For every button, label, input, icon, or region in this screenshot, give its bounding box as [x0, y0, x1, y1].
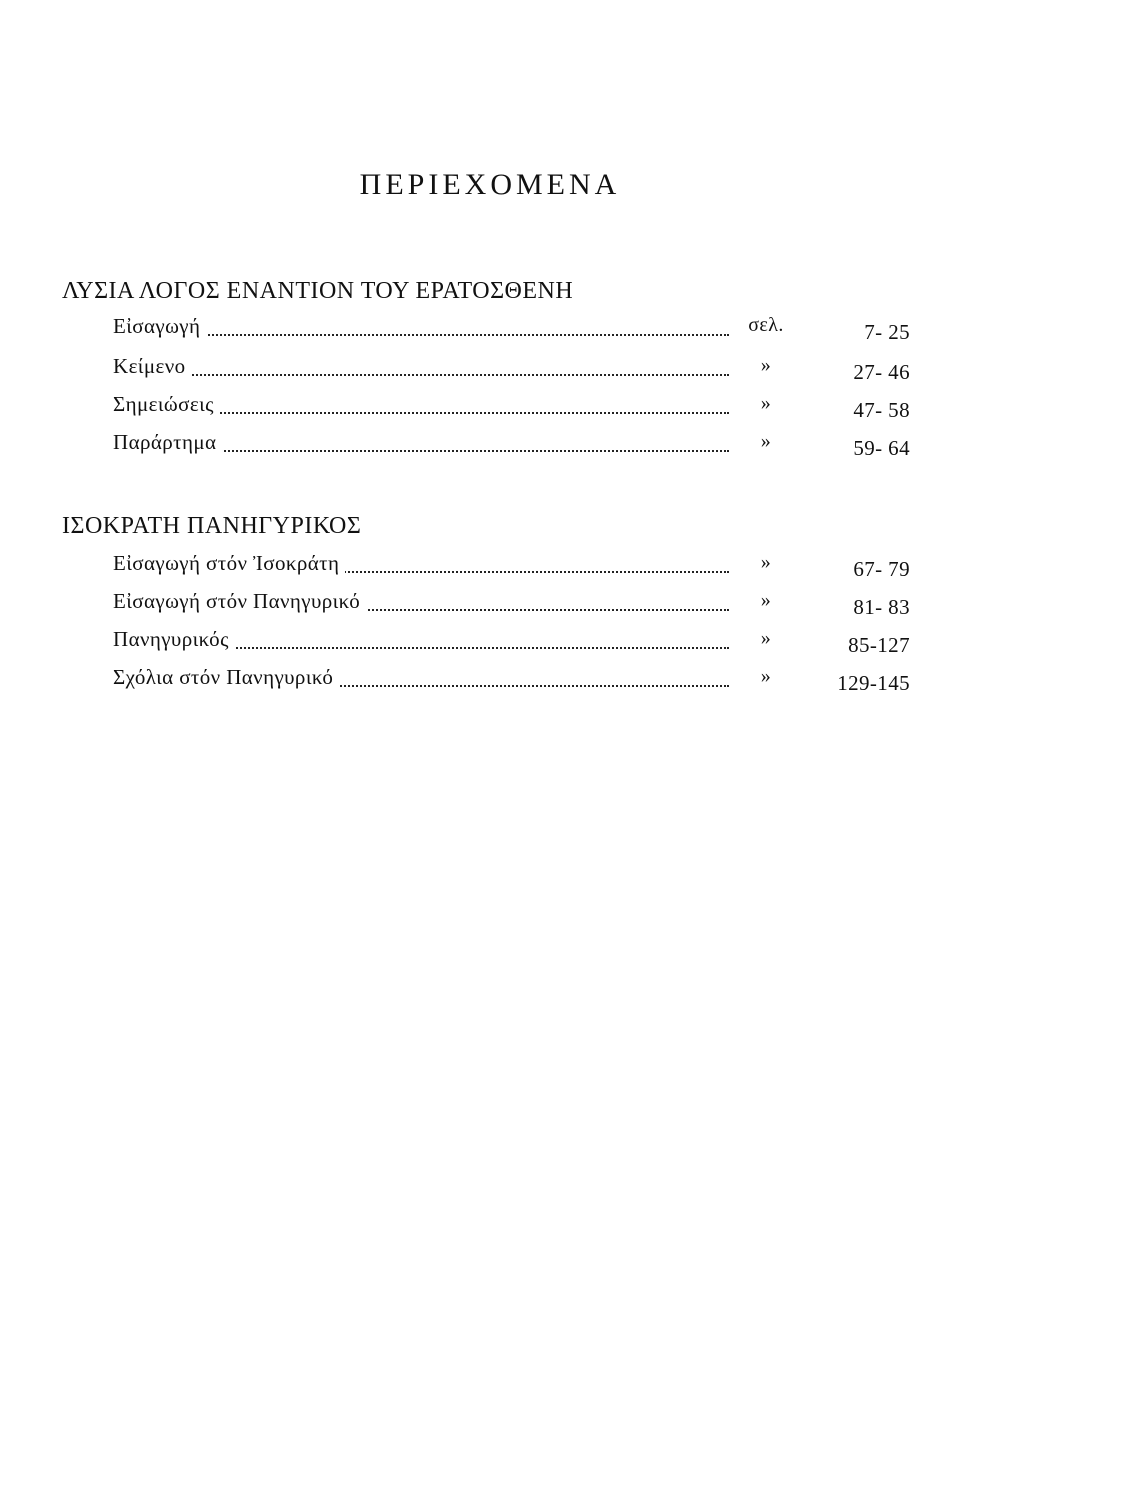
entry-label: Κείμενο	[113, 354, 192, 379]
entry-page-range: 85-127	[848, 633, 910, 657]
section-heading: ΛΥΣΙΑ ΛΟΓΟΣ ΕΝΑΝΤΙΟΝ ΤΟΥ ΕΡΑΤΟΣΘΕΝΗ	[62, 278, 574, 304]
entry-label: Εἰσαγωγή	[113, 314, 206, 339]
entry-page-range: 59- 64	[853, 436, 910, 460]
entry-page-range: 7- 25	[864, 320, 910, 344]
page-title: ΠΕΡΙΕΧΟΜΕΝΑ	[359, 168, 621, 201]
entry-page-range: 47- 58	[853, 398, 910, 422]
toc-entry[interactable]	[0, 430, 1148, 464]
entry-page-range: 81- 83	[853, 595, 910, 619]
toc-entry[interactable]	[0, 551, 1148, 585]
toc-entry[interactable]	[0, 354, 1148, 388]
entry-page-ref: »	[760, 392, 772, 414]
entry-page-ref: »	[760, 589, 772, 611]
toc-entry[interactable]	[0, 665, 1148, 699]
entry-page-ref: »	[760, 430, 772, 452]
toc-entry[interactable]	[0, 314, 1148, 348]
entry-label: Παράρτημα	[113, 430, 222, 455]
entry-page-ref: σελ.	[748, 314, 784, 336]
entry-label: Εἰσαγωγή στόν Ἰσοκράτη	[113, 551, 345, 576]
dot-leader	[113, 368, 729, 376]
entry-page-ref: »	[760, 551, 772, 573]
entry-label: Πανηγυρικός	[113, 627, 235, 652]
toc-entry[interactable]	[0, 627, 1148, 661]
entry-page-ref: »	[760, 627, 772, 649]
entry-page-range: 129-145	[837, 671, 910, 695]
entry-page-range: 27- 46	[853, 360, 910, 384]
entry-page-range: 67- 79	[853, 557, 910, 581]
entry-page-ref: »	[760, 665, 772, 687]
section-heading: ΙΣΟΚΡΑΤΗ ΠΑΝΗΓΥΡΙΚΟΣ	[62, 513, 362, 539]
entry-label: Εἰσαγωγή στόν Πανηγυρικό	[113, 589, 366, 614]
entry-label: Σχόλια στόν Πανηγυρικό	[113, 665, 339, 690]
entry-label: Σημειώσεις	[113, 392, 220, 417]
toc-entry[interactable]	[0, 392, 1148, 426]
entry-page-ref: »	[760, 354, 772, 376]
toc-entry[interactable]	[0, 589, 1148, 623]
